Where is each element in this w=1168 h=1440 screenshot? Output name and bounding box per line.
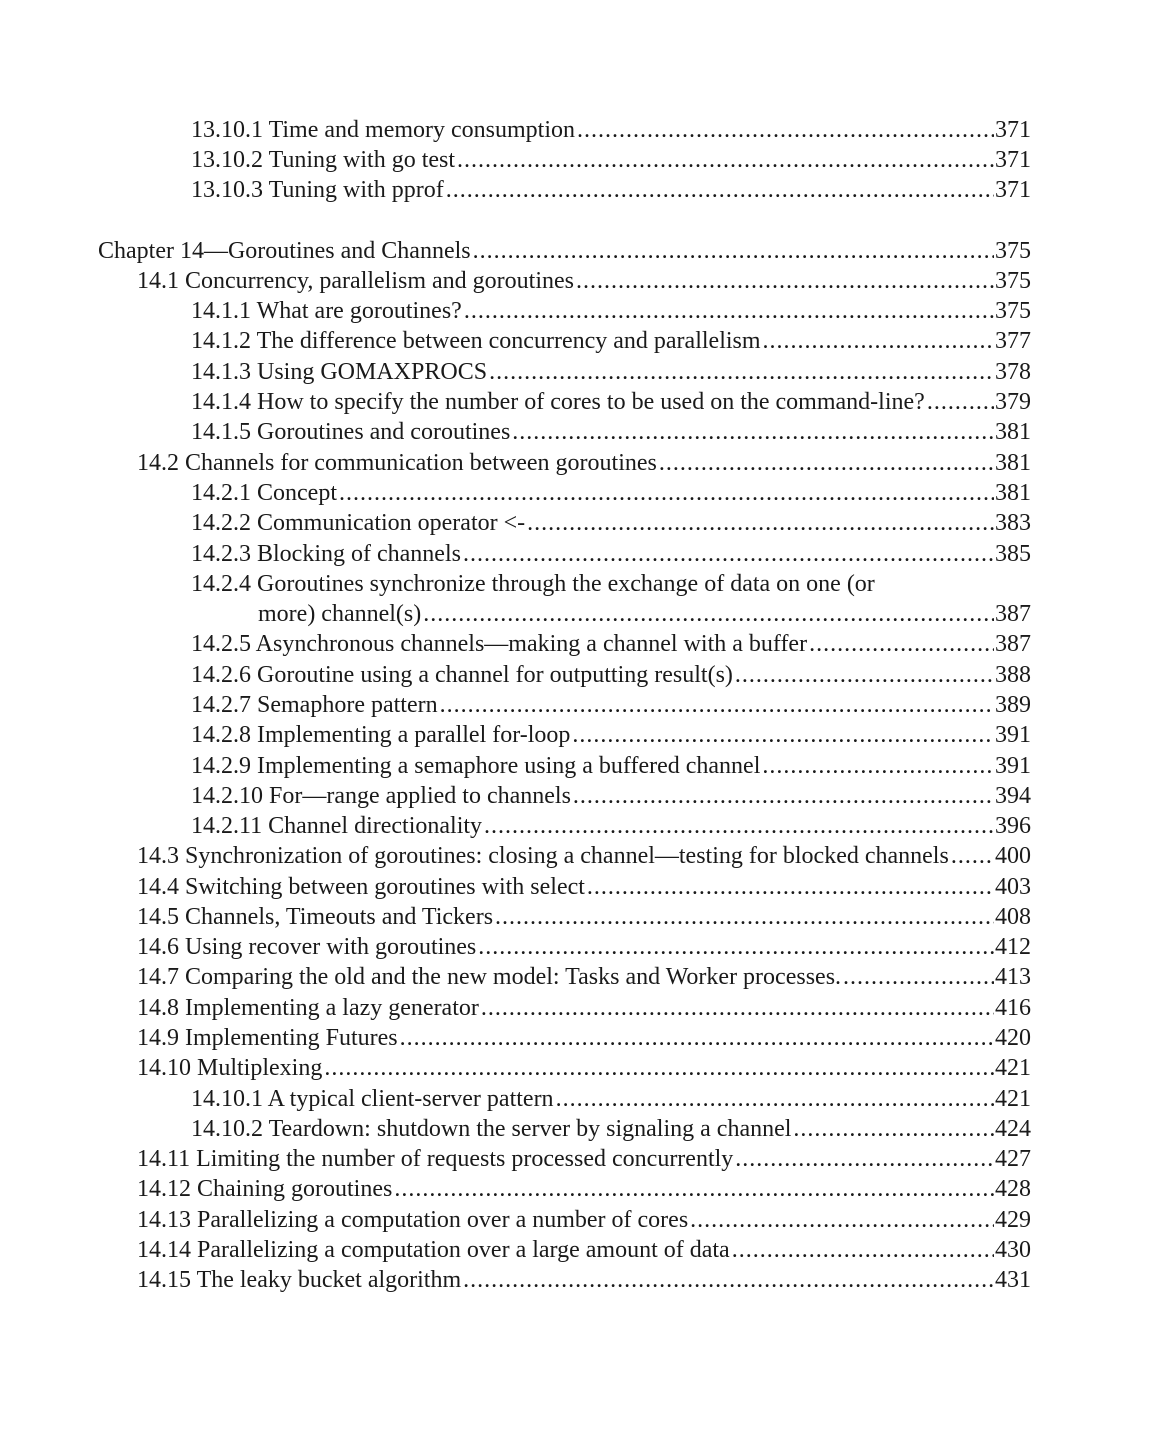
toc-page-number: 383 bbox=[995, 510, 1031, 536]
toc-dot-leader bbox=[478, 932, 994, 962]
toc-dot-leader bbox=[481, 993, 994, 1023]
toc-page-number: 379 bbox=[995, 389, 1031, 415]
toc-entry-14-6[interactable] bbox=[137, 932, 1031, 962]
toc-entry-14-2-8[interactable] bbox=[191, 720, 1031, 750]
toc-page-number: 412 bbox=[995, 934, 1031, 960]
toc-dot-leader bbox=[809, 629, 994, 659]
toc-entry-title: 14.1.5 Goroutines and coroutines bbox=[191, 419, 511, 445]
toc-entry-title: 13.10.3 Tuning with pprof bbox=[191, 177, 444, 203]
toc-dot-leader bbox=[489, 357, 994, 387]
toc-entry-14-2-9[interactable] bbox=[191, 751, 1031, 781]
toc-entry-14-7[interactable] bbox=[137, 962, 1031, 992]
toc-dot-leader bbox=[762, 751, 994, 781]
toc-dot-leader bbox=[690, 1205, 994, 1235]
toc-page-number: 430 bbox=[995, 1237, 1031, 1263]
toc-dot-leader bbox=[457, 145, 994, 175]
toc-dot-leader bbox=[576, 266, 994, 296]
toc-entry-14-1-2[interactable] bbox=[191, 326, 1031, 356]
toc-entry-title: 14.2.4 Goroutines synchronize through the exchange of data on one (or bbox=[191, 571, 875, 597]
toc-page-number: 424 bbox=[995, 1116, 1031, 1142]
toc-page-number: 375 bbox=[995, 238, 1031, 264]
toc-page-number: 381 bbox=[995, 480, 1031, 506]
toc-dot-leader bbox=[735, 660, 994, 690]
toc-entry-14-14[interactable] bbox=[137, 1235, 1031, 1265]
toc-entry-14-2-4[interactable] bbox=[191, 569, 1031, 599]
toc-entry-14-1-3[interactable] bbox=[191, 357, 1031, 387]
toc-page-number: 413 bbox=[995, 964, 1031, 990]
toc-page-number: 431 bbox=[995, 1267, 1031, 1293]
toc-entry-14-10-1[interactable] bbox=[191, 1084, 1031, 1114]
toc-dot-leader bbox=[394, 1174, 994, 1204]
toc-dot-leader bbox=[527, 508, 994, 538]
toc-entry-14-12[interactable] bbox=[137, 1174, 1031, 1204]
toc-entry-14-2-1[interactable] bbox=[191, 478, 1031, 508]
toc-dot-leader bbox=[463, 539, 994, 569]
toc-entry-13-10-1[interactable] bbox=[191, 115, 1031, 145]
toc-entry-title: 14.2.6 Goroutine using a channel for outputting result(s) bbox=[191, 662, 733, 688]
toc-dot-leader bbox=[556, 1084, 994, 1114]
toc-entry-title: 14.3 Synchronization of goroutines: closing a channel—testing for blocked channels bbox=[137, 843, 949, 869]
toc-entry-title: 14.8 Implementing a lazy generator bbox=[137, 995, 479, 1021]
toc-dot-leader bbox=[732, 1235, 994, 1265]
toc-page-number: 381 bbox=[995, 419, 1031, 445]
toc-entry-title: 14.2 Channels for communication between goroutines bbox=[137, 450, 657, 476]
toc-dot-leader bbox=[423, 599, 994, 629]
toc-dot-leader bbox=[324, 1053, 994, 1083]
toc-entry-title: 14.2.1 Concept bbox=[191, 480, 337, 506]
toc-dot-leader bbox=[572, 720, 994, 750]
toc-entry-14-1-1[interactable] bbox=[191, 296, 1031, 326]
toc-entry-14-13[interactable] bbox=[137, 1205, 1031, 1235]
toc-dot-leader bbox=[763, 326, 994, 356]
toc-dot-leader bbox=[400, 1023, 994, 1053]
toc-page-number: 375 bbox=[995, 298, 1031, 324]
toc-dot-leader bbox=[659, 448, 994, 478]
toc-page-number: 387 bbox=[995, 601, 1031, 627]
toc-entry-title: Chapter 14—Goroutines and Channels bbox=[98, 238, 471, 264]
toc-entry-14-1-4[interactable] bbox=[191, 387, 1031, 417]
toc-entry-title: 13.10.1 Time and memory consumption bbox=[191, 117, 575, 143]
toc-entry-title: 14.1.1 What are goroutines? bbox=[191, 298, 462, 324]
toc-entry-14-2-4-continued[interactable] bbox=[258, 599, 1031, 629]
toc-entry-14-2-2[interactable] bbox=[191, 508, 1031, 538]
toc-entry-title: 14.2.9 Implementing a semaphore using a buffered channel bbox=[191, 753, 761, 779]
toc-page-number: 400 bbox=[995, 843, 1031, 869]
toc-entry-14-10-2[interactable] bbox=[191, 1114, 1031, 1144]
toc-entry-14-2-7[interactable] bbox=[191, 690, 1031, 720]
toc-entry-title: 14.4 Switching between goroutines with select bbox=[137, 874, 585, 900]
toc-entry-title: 14.9 Implementing Futures bbox=[137, 1025, 398, 1051]
toc-entry-title: 14.2.8 Implementing a parallel for-loop bbox=[191, 722, 571, 748]
toc-entry-14-11[interactable] bbox=[137, 1144, 1031, 1174]
toc-entry-title: 14.12 Chaining goroutines bbox=[137, 1176, 393, 1202]
toc-page-number: 427 bbox=[995, 1146, 1031, 1172]
toc-entry-title: 14.13 Parallelizing a computation over a number of cores bbox=[137, 1207, 689, 1233]
toc-entry-title: 14.1.2 The difference between concurrency and parallelism bbox=[191, 328, 761, 354]
toc-entry-14-5[interactable] bbox=[137, 902, 1031, 932]
toc-entry-14-10[interactable] bbox=[137, 1053, 1031, 1083]
toc-dot-leader bbox=[446, 175, 994, 205]
toc-dot-leader bbox=[473, 236, 994, 266]
toc-entry-title: 14.2.5 Asynchronous channels—making a channel with a buffer bbox=[191, 631, 808, 657]
toc-page-number: 421 bbox=[995, 1086, 1031, 1112]
toc-dot-leader bbox=[512, 417, 994, 447]
toc-entry-14-1[interactable] bbox=[137, 266, 1031, 296]
toc-dot-leader bbox=[464, 296, 994, 326]
toc-dot-leader bbox=[573, 781, 994, 811]
toc-entry-title: 14.1.3 Using GOMAXPROCS bbox=[191, 359, 488, 385]
toc-entry-title: 14.1.4 How to specify the number of cores to be used on the command-line? bbox=[191, 389, 925, 415]
toc-entry-14-1-5[interactable] bbox=[191, 417, 1031, 447]
toc-page-number: 416 bbox=[995, 995, 1031, 1021]
toc-entry-13-10-2[interactable] bbox=[191, 145, 1031, 175]
toc-entry-title: 14.2.3 Blocking of channels bbox=[191, 541, 461, 567]
toc-entry-14-2-10[interactable] bbox=[191, 781, 1031, 811]
toc-entry-title: 14.6 Using recover with goroutines bbox=[137, 934, 477, 960]
toc-page-number: 381 bbox=[995, 450, 1031, 476]
toc-dot-leader bbox=[927, 387, 994, 417]
toc-dot-leader bbox=[587, 872, 994, 902]
toc-chapter-14[interactable] bbox=[98, 236, 1031, 266]
toc-entry-13-10-3[interactable] bbox=[191, 175, 1031, 205]
toc-dot-leader bbox=[793, 1114, 994, 1144]
toc-page-number: 371 bbox=[995, 177, 1031, 203]
toc-page-number: 388 bbox=[995, 662, 1031, 688]
toc-page-number: 391 bbox=[995, 722, 1031, 748]
toc-page-number: 385 bbox=[995, 541, 1031, 567]
toc-page-number: 408 bbox=[995, 904, 1031, 930]
toc-page-number: 403 bbox=[995, 874, 1031, 900]
toc-page-number: 391 bbox=[995, 753, 1031, 779]
toc-entry-14-4[interactable] bbox=[137, 872, 1031, 902]
toc-entry-title: 14.2.11 Channel directionality bbox=[191, 813, 483, 839]
toc-entry-title: 14.11 Limiting the number of requests processed concurrently bbox=[137, 1146, 734, 1172]
toc-entry-14-15[interactable] bbox=[137, 1265, 1031, 1295]
toc-entry-14-9[interactable] bbox=[137, 1023, 1031, 1053]
toc-entry-title: 13.10.2 Tuning with go test bbox=[191, 147, 456, 173]
toc-entry-14-2-6[interactable] bbox=[191, 660, 1031, 690]
toc-page-number: 377 bbox=[995, 328, 1031, 354]
toc-entry-title: 14.14 Parallelizing a computation over a large amount of data bbox=[137, 1237, 730, 1263]
toc-entry-title: 14.2.2 Communication operator <- bbox=[191, 510, 526, 536]
toc-entry-title: 14.2.7 Semaphore pattern bbox=[191, 692, 438, 718]
toc-dot-leader bbox=[440, 690, 994, 720]
toc-page-number: 371 bbox=[995, 117, 1031, 143]
toc-page-number: 387 bbox=[995, 631, 1031, 657]
toc-entry-14-2-5[interactable] bbox=[191, 629, 1031, 659]
toc-entry-title: 14.2.10 For—range applied to channels bbox=[191, 783, 571, 809]
toc-entry-14-8[interactable] bbox=[137, 993, 1031, 1023]
toc-entry-title: 14.10.1 A typical client-server pattern bbox=[191, 1086, 554, 1112]
toc-dot-leader bbox=[577, 115, 994, 145]
toc-entry-title: 14.7 Comparing the old and the new model: Tasks and Worker processes. bbox=[137, 964, 842, 990]
toc-entry-14-2[interactable] bbox=[137, 448, 1031, 478]
toc-entry-title: 14.5 Channels, Timeouts and Tickers bbox=[137, 904, 494, 930]
toc-page-number: 378 bbox=[995, 359, 1031, 385]
toc-entry-title: 14.10.2 Teardown: shutdown the server by signaling a channel bbox=[191, 1116, 792, 1142]
toc-page-number: 421 bbox=[995, 1055, 1031, 1081]
toc-dot-leader bbox=[951, 841, 994, 871]
toc-entry-14-2-11[interactable] bbox=[191, 811, 1031, 841]
toc-entry-title: 14.1 Concurrency, parallelism and goroutines bbox=[137, 268, 574, 294]
toc-dot-leader bbox=[339, 478, 994, 508]
toc-page-number: 428 bbox=[995, 1176, 1031, 1202]
toc-page-number: 394 bbox=[995, 783, 1031, 809]
toc-page-number: 389 bbox=[995, 692, 1031, 718]
toc-dot-leader bbox=[843, 962, 994, 992]
toc-entry-14-3[interactable] bbox=[137, 841, 1031, 871]
toc-page-number: 429 bbox=[995, 1207, 1031, 1233]
toc-entry-title: 14.10 Multiplexing bbox=[137, 1055, 323, 1081]
toc-page-number: 396 bbox=[995, 813, 1031, 839]
toc-dot-leader bbox=[484, 811, 994, 841]
toc-entry-14-2-3[interactable] bbox=[191, 539, 1031, 569]
toc-entry-title: more) channel(s) bbox=[258, 601, 422, 627]
toc-page-number: 371 bbox=[995, 147, 1031, 173]
toc-dot-leader bbox=[495, 902, 994, 932]
toc-entry-title: 14.15 The leaky bucket algorithm bbox=[137, 1267, 462, 1293]
toc-dot-leader bbox=[463, 1265, 994, 1295]
toc-dot-leader bbox=[735, 1144, 994, 1174]
toc-page-number: 375 bbox=[995, 268, 1031, 294]
toc-page-number: 420 bbox=[995, 1025, 1031, 1051]
